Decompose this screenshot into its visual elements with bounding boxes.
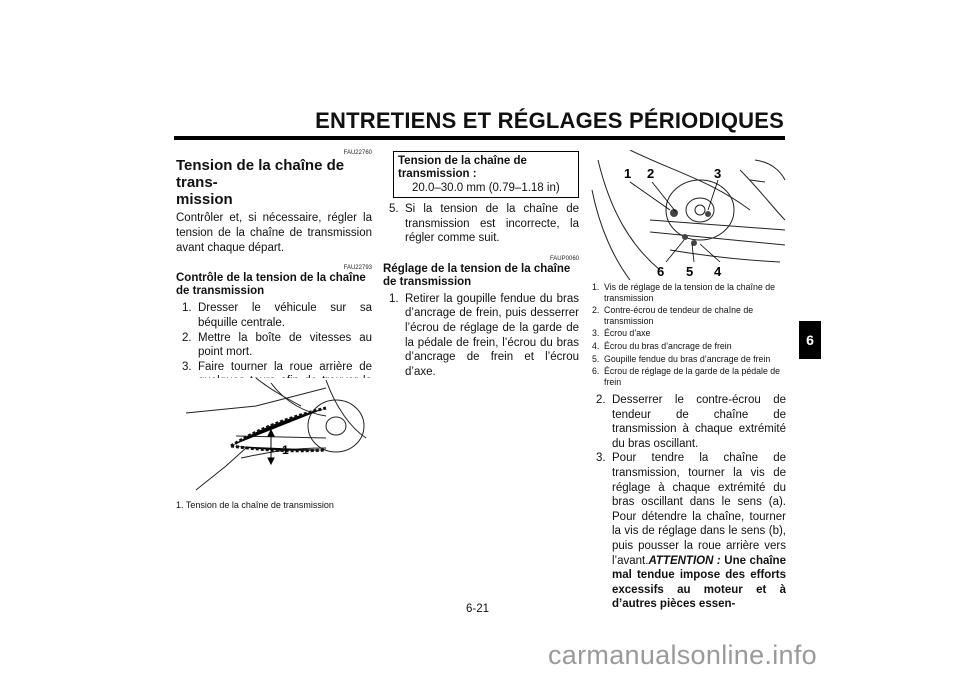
figure-callout-1: 1 xyxy=(282,443,289,457)
figure-callout: 3 xyxy=(714,166,722,181)
adjustment-parts-figure xyxy=(590,150,786,280)
spec-value: 20.0–30.0 mm (0.79–1.18 in) xyxy=(412,182,560,194)
caption-item: 3. Écrou d’axe xyxy=(592,328,651,339)
page-number: 6-21 xyxy=(466,603,490,615)
step-item: 3. Pour tendre la chaîne de transmission, tourner la vis de réglage à chaque extrémité du bras oscillant dans le sens (a). Pour détendre la chaîne, tourner la vis de réglage dans le sens (b), puis pousser la roue arrière vers l’avant.ATTENTION : Une chaîne mal tendue impose des efforts excessifs au moteur et à d’autres pièces essen- xyxy=(596,452,786,611)
figure-callout: 4 xyxy=(714,264,722,279)
section-code: FAU22760 xyxy=(343,150,372,156)
figure-callout: 5 xyxy=(686,264,694,279)
caption-item: 4. Écrou du bras d’ancrage de frein xyxy=(592,340,732,351)
subsection-title: Contrôle de la tension de la chaîne de transmission xyxy=(176,272,366,298)
header-rule xyxy=(174,136,785,140)
left-figure-caption: 1. Tension de la chaîne de transmission xyxy=(176,500,334,510)
caption-item: 5. Goupille fendue du bras d’ancrage de frein xyxy=(592,353,771,364)
spec-label: Tension de la chaîne de transmission : xyxy=(398,155,527,180)
intro-paragraph: Contrôler et, si nécessaire, régler la tension de la chaîne de transmission avant chaque départ. xyxy=(176,212,372,254)
attention-note: ATTENTION : Une chaîne mal tendue impose des efforts excessifs au moteur et à d’autres pièces essen- xyxy=(612,554,786,611)
step-item: 4. Mesurer la tension comme illustré. xyxy=(182,404,372,432)
chain-tension-figure xyxy=(176,378,372,496)
section-title: Tension de la chaîne de trans- mission xyxy=(176,157,345,208)
middle-column xyxy=(383,202,579,379)
subsection-code: FAU22793 xyxy=(343,265,372,272)
step-item: 3. Faire tourner la roue arrière de quelques tours afin de trouver la partie la plus tendue de la chaîne. xyxy=(182,360,372,402)
step-item: 2. Desserrer le contre-écrou de tendeur de chaîne de transmission à chaque extrémité du bras oscillant. xyxy=(596,394,786,450)
right-figure-captions xyxy=(592,282,786,389)
caption-item: 2. Contre-écrou de tendeur de chaîne de transmission xyxy=(592,305,754,326)
chapter-tab: 6 xyxy=(799,321,821,359)
figure-callout: 2 xyxy=(647,166,655,181)
page-header-title: ENTRETIENS ET RÉGLAGES PÉRIODIQUES xyxy=(315,108,784,133)
step-item: 5. Si la tension de la chaîne de transmission est incorrecte, la régler comme suit. xyxy=(389,203,579,245)
subsection-title: Réglage de la tension de la chaîne de transmission xyxy=(383,262,571,288)
watermark: carmanualsonline.info xyxy=(548,640,817,670)
step-item: 1. Retirer la goupille fendue du bras d’ancrage de frein, puis desserrer l’écrou de réglage de la garde de la pédale de frein, l’écrou du bras d’ancrage de frein et l’écrou d’axe. xyxy=(389,292,579,378)
spec-box xyxy=(393,151,579,198)
caption-item: 1. Vis de réglage de la tension de la chaîne de transmission xyxy=(592,282,776,303)
right-column xyxy=(590,393,786,612)
figure-callout: 1 xyxy=(624,166,632,181)
figure-callout: 6 xyxy=(657,264,665,279)
step-item: 1. Dresser le véhicule sur sa béquille centrale. xyxy=(182,302,372,329)
step-item: 2. Mettre la boîte de vitesses au point mort. xyxy=(182,331,372,359)
caption-item: 6. Écrou de réglage de la garde de la pédale de frein xyxy=(592,366,781,387)
subsection-code: FAUP0060 xyxy=(549,255,579,262)
